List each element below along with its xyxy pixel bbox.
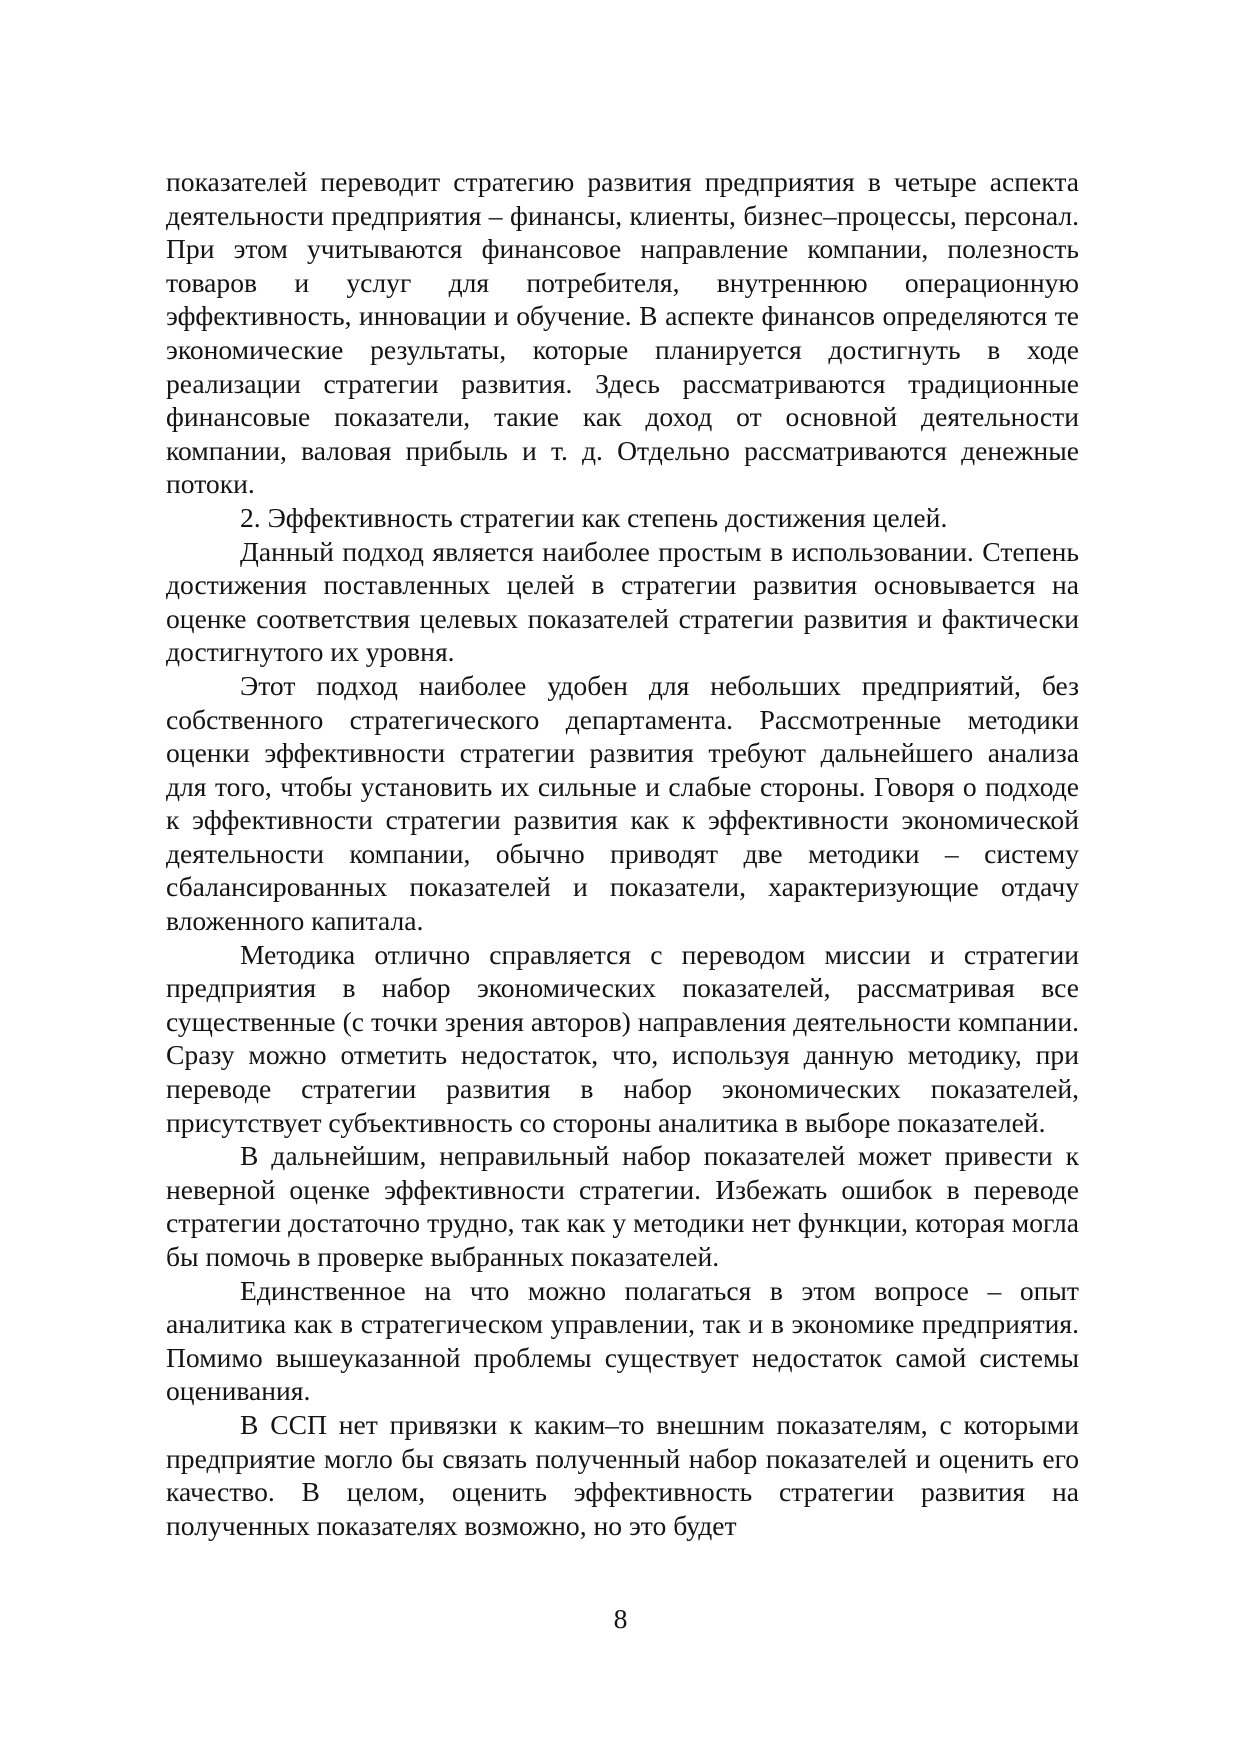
paragraph-2: 2. Эффективность стратегии как степень достижения целей. xyxy=(240,501,948,533)
paragraph-6: В дальнейшим, неправильный набор показателей может привести к неверной оценке эффективности стратегии. Избежать ошибок в переводе стратегии достаточно трудно, так как у методики нет функции, которая могла бы помочь в проверке выбранных показателей. xyxy=(166,1140,1079,1272)
page-body xyxy=(166,165,1079,1542)
paragraph-1: показателей переводит стратегию развития предприятия в четыре аспекта деятельности предприятия – финансы, клиенты, бизнес–процессы, персонал. При этом учитываются финансовое направление компании, полезность товаров и услуг для потребителя, внутреннюю операционную эффективность, инновации и обучение. В аспекте финансов определяются те экономические результаты, которые планируется достигнуть в ходе реализации стратегии развития. Здесь рассматриваются традиционные финансовые показатели, такие как доход от основной деятельности компании, валовая прибыль и т. д. Отдельно рассматриваются денежные потоки. xyxy=(166,166,1079,500)
paragraph-3: Данный подход является наиболее простым в использовании. Степень достижения поставленных целей в стратегии развития основывается на оценке соответствия целевых показателей стратегии развития и фактически достигнутого их уровня. xyxy=(166,535,1079,668)
paragraph-4: Этот подход наиболее удобен для небольших предприятий, без собственного стратегического департамента. Рассмотренные методики оценки эффективности стратегии развития требуют дальнейшего анализа для того, чтобы установить их сильные и слабые стороны. Говоря о подходе к эффективности стратегии развития как к эффективности экономической деятельности компании, обычно приводят две методики – систему сбалансированных показателей и показатели, характеризующие отдачу вложенного капитала. xyxy=(166,669,1079,937)
paragraph-5: Методика отлично справляется с переводом миссии и стратегии предприятия в набор экономических показателей, рассматривая все существенные (с точки зрения авторов) направления деятельности компании. Сразу можно отметить недостаток, что, используя данную методику, при переводе стратегии развития в набор экономических показателей, присутствует субъективность со стороны аналитика в выборе показателей. xyxy=(166,938,1079,1138)
paragraph-7: Единственное на что можно полагаться в этом вопросе – опыт аналитика как в стратегическом управлении, так и в экономике предприятия. Помимо вышеуказанной проблемы существует недостаток самой системы оценивания. xyxy=(166,1274,1079,1407)
page-number: 8 xyxy=(613,1603,628,1634)
paragraph-8: В ССП нет привязки к каким–то внешним показателям, с которыми предприятие могло бы связать полученный набор показателей и оценить его качество. В целом, оценить эффективность стратегии развития на полученных показателях возможно, но это будет xyxy=(166,1408,1079,1541)
